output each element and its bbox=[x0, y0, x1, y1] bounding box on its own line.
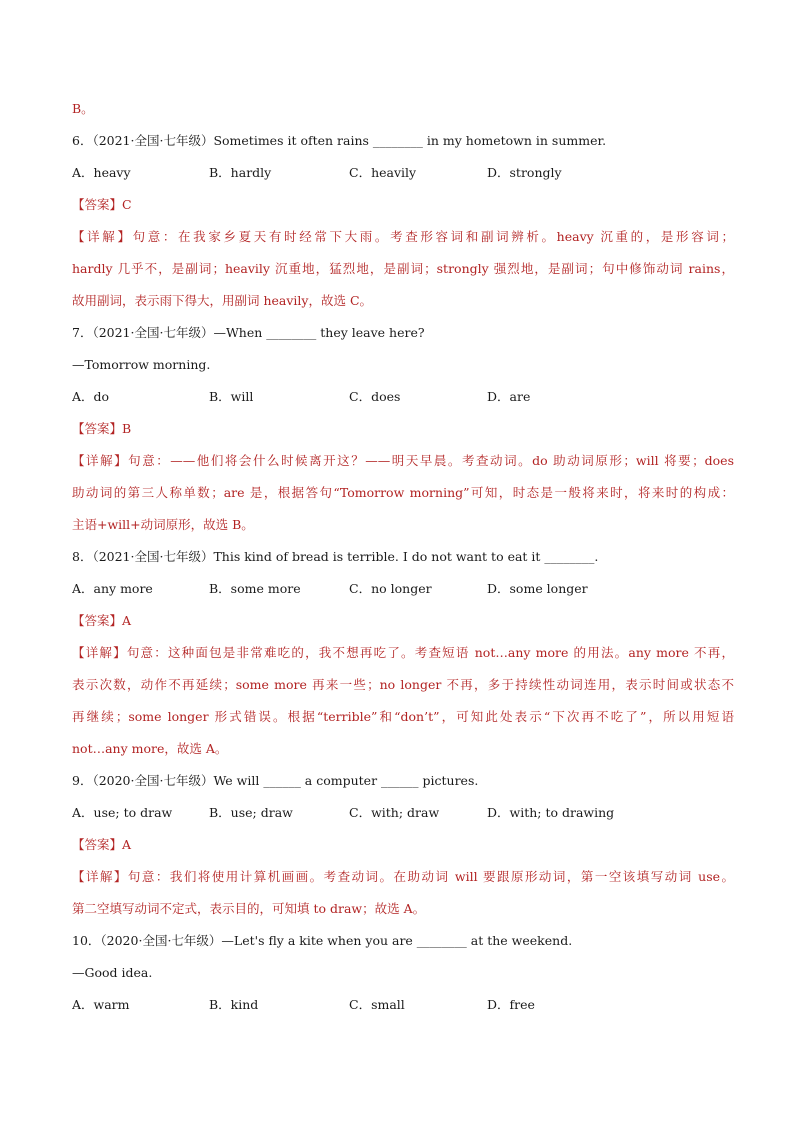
question-line: 7．（2021·全国·七年级）—When ________ they leave here? bbox=[72, 325, 425, 340]
detail-text: 句意：我们将使用计算机画画。考查动词。在助动词 will 要跟原形动词，第一空该填写动词 use。 bbox=[127, 869, 734, 884]
detail-line bbox=[72, 866, 734, 898]
option-a: A．do bbox=[72, 389, 110, 404]
question-line: 6．（2021·全国·七年级）Sometimes it often rains ________ in my hometown in summer. bbox=[72, 133, 607, 148]
option-b: B．some more bbox=[209, 581, 301, 596]
option-c: C．with; draw bbox=[349, 805, 440, 820]
detail-text: 句意：——他们将会什么时候离开这？——明天早晨。考查动词。do 助动词原形；will 将要；does bbox=[128, 453, 734, 468]
options-row bbox=[72, 802, 734, 834]
answer-tag: 【答案】 bbox=[72, 837, 123, 852]
answer-line bbox=[72, 610, 734, 642]
answer-text: A bbox=[122, 613, 132, 628]
detail-line bbox=[72, 450, 734, 482]
option-b: B．kind bbox=[209, 997, 259, 1012]
explanation-line: 故用副词，表示雨下得大，用副词 heavily，故选 C。 bbox=[72, 293, 373, 308]
explanation-line: hardly 几乎不，是副词；heavily 沉重地，猛烈地，是副词；strongly 强烈地，是副词；句中修饰动词 rains， bbox=[72, 261, 734, 276]
option-d: D．are bbox=[487, 389, 531, 404]
option-d: D．free bbox=[487, 997, 535, 1012]
explanation-line: 再继续；some longer 形式错误。根据“terrible”和“don’t”，可知此处表示“下次再不吃了”，所以用短语 bbox=[72, 709, 734, 724]
explanation-line: 助动词的第三人称单数；are 是，根据答句“Tomorrow morning”可知，时态是一般将来时，将来时的构成： bbox=[72, 485, 734, 500]
question-line: 9．（2020·全国·七年级）We will ______ a computer ______ pictures. bbox=[72, 773, 479, 788]
option-d: D．with; to drawing bbox=[487, 805, 615, 820]
options-row bbox=[72, 994, 734, 1026]
option-d: D．strongly bbox=[487, 165, 562, 180]
detail-tag: 【详解】 bbox=[72, 229, 133, 244]
answer-tag: 【答案】 bbox=[72, 613, 123, 628]
option-c: C．no longer bbox=[349, 581, 432, 596]
answer-line bbox=[72, 194, 734, 226]
detail-tag: 【详解】 bbox=[72, 645, 127, 660]
question-line: 8．（2021·全国·七年级）This kind of bread is terrible. I do not want to eat it ________. bbox=[72, 549, 599, 564]
option-b: B．use; draw bbox=[209, 805, 293, 820]
detail-text: 句意：这种面包是非常难吃的，我不想再吃了。考查短语 not…any more 的用法。any more 不再， bbox=[126, 645, 734, 660]
option-b: B．will bbox=[209, 389, 254, 404]
option-d: D．some longer bbox=[487, 581, 588, 596]
explanation-line: 表示次数，动作不再延续；some more 再来一些；no longer 不再，多于持续性动词连用，表示时间或状态不 bbox=[72, 677, 734, 692]
detail-line bbox=[72, 642, 734, 674]
question-line: —Tomorrow morning. bbox=[72, 357, 211, 372]
option-a: A．warm bbox=[72, 997, 130, 1012]
question-line: 10．（2020·全国·七年级）—Let's fly a kite when you are ________ at the weekend. bbox=[72, 933, 573, 948]
option-a: A．heavy bbox=[72, 165, 131, 180]
detail-text: 句意：在我家乡夏天有时经常下大雨。考查形容词和副词辨析。heavy 沉重的，是形容词； bbox=[132, 229, 734, 244]
detail-line bbox=[72, 226, 734, 258]
explanation-line: 主语+will+动词原形，故选 B。 bbox=[72, 517, 254, 532]
answer-text: B bbox=[122, 421, 132, 436]
explanation-line: B。 bbox=[72, 101, 94, 116]
answer-tag: 【答案】 bbox=[72, 421, 123, 436]
option-c: C．small bbox=[349, 997, 405, 1012]
option-b: B．hardly bbox=[209, 165, 272, 180]
explanation-line: 第二空填写动词不定式，表示目的，可知填 to draw；故选 A。 bbox=[72, 901, 426, 916]
answer-text: C bbox=[122, 197, 132, 212]
answer-line bbox=[72, 834, 734, 866]
options-row bbox=[72, 386, 734, 418]
answer-text: A bbox=[122, 837, 132, 852]
explanation-line: not…any more，故选 A。 bbox=[72, 741, 228, 756]
options-row bbox=[72, 578, 734, 610]
option-a: A．any more bbox=[72, 581, 153, 596]
option-c: C．does bbox=[349, 389, 401, 404]
option-c: C．heavily bbox=[349, 165, 417, 180]
question-line: —Good idea. bbox=[72, 965, 153, 980]
answer-line bbox=[72, 418, 734, 450]
options-row bbox=[72, 162, 734, 194]
answer-tag: 【答案】 bbox=[72, 197, 123, 212]
detail-tag: 【详解】 bbox=[72, 869, 128, 884]
document-page bbox=[72, 98, 734, 1026]
detail-tag: 【详解】 bbox=[72, 453, 129, 468]
option-a: A．use; to draw bbox=[72, 805, 173, 820]
